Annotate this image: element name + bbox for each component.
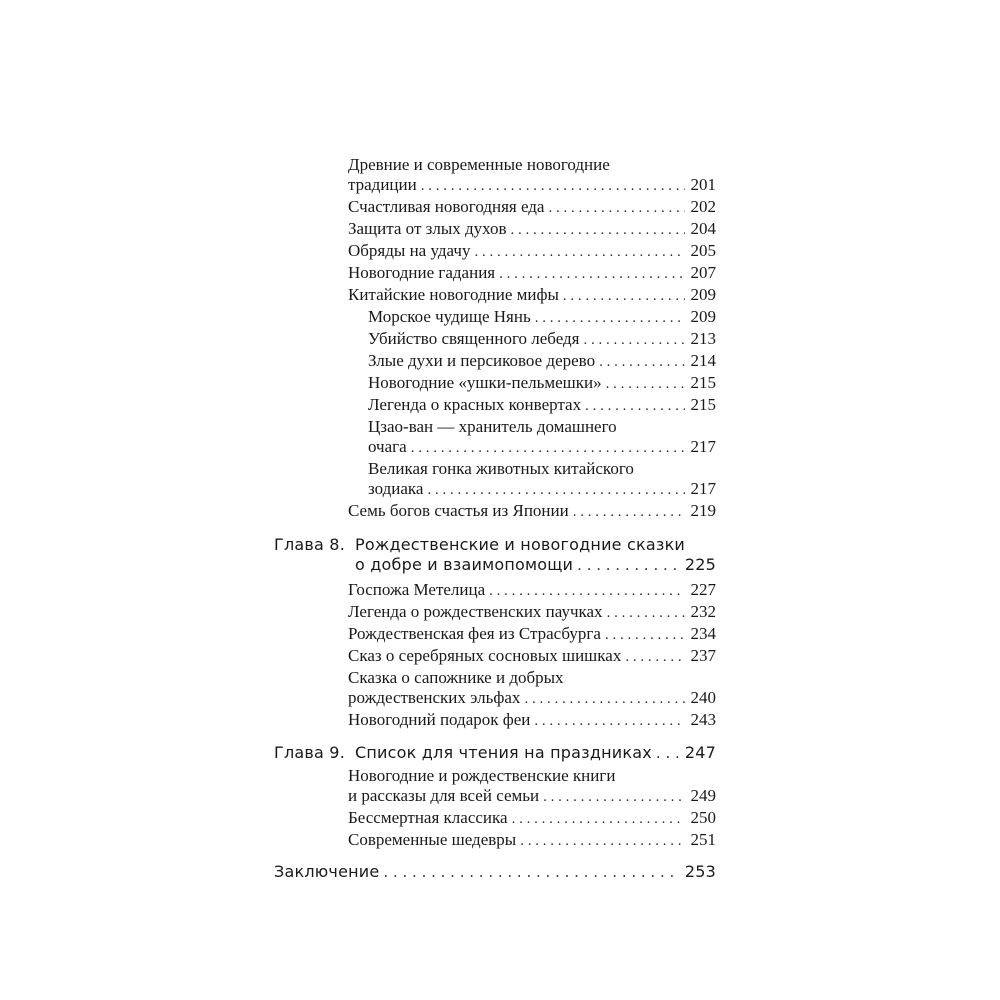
toc-entry-line: Древние и современные новогодние — [348, 155, 610, 174]
toc-entry-title: Китайские новогодние мифы — [348, 285, 559, 304]
leader-dots — [499, 264, 684, 284]
toc-page-number: 202 — [690, 197, 716, 216]
leader-dots — [577, 555, 679, 575]
leader-dots — [535, 308, 685, 328]
toc-entry-title: Семь богов счастья из Японии — [348, 501, 569, 520]
leader-dots — [605, 625, 685, 645]
toc-subentry[interactable] — [368, 351, 716, 372]
toc-entry-title: Бессмертная классика — [348, 808, 508, 827]
toc-page-number: 225 — [684, 555, 716, 574]
toc-page-number: 247 — [684, 743, 716, 762]
toc-entry-title: Обряды на удачу — [348, 241, 471, 260]
toc-entry-title: о добре и взаимопомощи — [355, 555, 574, 574]
leader-dots — [607, 603, 685, 623]
toc-entry[interactable] — [348, 808, 716, 829]
toc-page-number: 232 — [690, 602, 716, 621]
leader-dots — [563, 286, 685, 306]
leader-dots — [383, 862, 678, 882]
toc-page-number: 219 — [690, 501, 716, 520]
leader-dots — [512, 809, 685, 829]
toc-entry[interactable] — [348, 580, 716, 601]
toc-entry-line: Новогодние и рождественские книги — [348, 766, 616, 785]
toc-entry-title: Защита от злых духов — [348, 219, 507, 238]
toc-entry[interactable] — [348, 285, 716, 306]
toc-page-number: 227 — [690, 580, 716, 599]
toc-entry-title: рождественских эльфах — [348, 688, 521, 707]
toc-page-number: 237 — [690, 646, 716, 665]
toc-entry-title: Заключение — [274, 862, 380, 881]
toc-page-number: 253 — [684, 862, 716, 881]
toc-entry-title: Новогодний подарок феи — [348, 710, 531, 729]
leader-dots — [520, 831, 684, 851]
toc-entry-title: Счастливая новогодняя еда — [348, 197, 545, 216]
toc-entry[interactable] — [348, 624, 716, 645]
toc-entry-line: Великая гонка животных китайского — [368, 459, 634, 478]
leader-dots — [427, 480, 684, 500]
toc-entry[interactable] — [348, 241, 716, 262]
toc-entry-title: зодиака — [368, 479, 424, 498]
toc-entry[interactable] — [348, 830, 716, 851]
toc-entry[interactable] — [348, 710, 716, 731]
leader-dots — [599, 352, 684, 372]
toc-chapter[interactable] — [274, 862, 716, 882]
toc-entry[interactable] — [348, 197, 716, 218]
toc-entry-title: Рождественская фея из Страсбурга — [348, 624, 601, 643]
toc-subentry[interactable] — [368, 307, 716, 328]
leader-dots — [656, 743, 679, 763]
toc-entry-title: Современные шедевры — [348, 830, 517, 849]
leader-dots — [585, 396, 684, 416]
toc-subentry[interactable] — [368, 329, 716, 350]
toc-entry-title: Сказ о серебряных сосновых шишках — [348, 646, 622, 665]
toc-entry[interactable] — [348, 175, 716, 196]
toc-entry-title: Новогодние гадания — [348, 263, 496, 282]
toc-entry-title: традиции — [348, 175, 417, 194]
toc-page-number: 205 — [690, 241, 716, 260]
leader-dots — [548, 198, 684, 218]
toc-page-number: 213 — [690, 329, 716, 348]
toc-page-number: 204 — [690, 219, 716, 238]
toc-entry-title: и рассказы для всей семьи — [348, 786, 540, 805]
leader-dots — [543, 787, 684, 807]
toc-entry-title: Легенда о красных конвертах — [368, 395, 582, 414]
leader-dots — [524, 689, 684, 709]
toc-page-number: 215 — [690, 395, 716, 414]
toc-entry-line: Рождественские и новогодние сказки — [355, 535, 686, 554]
toc-page-number: 217 — [690, 437, 716, 456]
leader-dots — [625, 647, 684, 667]
toc-page-number: 243 — [690, 710, 716, 729]
toc-page-number: 217 — [690, 479, 716, 498]
toc-subentry[interactable] — [368, 395, 716, 416]
toc-entry[interactable] — [348, 688, 716, 709]
toc-page-number: 215 — [690, 373, 716, 392]
toc-subentry[interactable] — [368, 437, 716, 458]
toc-entry-title: Госпожа Метелица — [348, 580, 486, 599]
toc-entry[interactable] — [348, 602, 716, 623]
toc-entry-title: Злые духи и персиковое дерево — [368, 351, 596, 370]
toc-entry-title: Легенда о рождественских паучках — [348, 602, 603, 621]
toc-subentry[interactable] — [368, 479, 716, 500]
leader-dots — [534, 711, 684, 731]
leader-dots — [489, 581, 684, 601]
toc-page-number: 234 — [690, 624, 716, 643]
chapter-label: Глава 8. — [274, 535, 345, 554]
toc-entry[interactable] — [348, 219, 716, 240]
toc-page-number: 207 — [690, 263, 716, 282]
leader-dots — [606, 374, 685, 394]
toc-page-number: 209 — [690, 307, 716, 326]
toc-entry-title: Морское чудище Нянь — [368, 307, 531, 326]
toc-entry[interactable] — [348, 263, 716, 284]
toc-entry-line: Цзао-ван — хранитель домашнего — [368, 417, 617, 436]
leader-dots — [411, 438, 685, 458]
toc-entry[interactable] — [348, 501, 716, 522]
toc-page-number: 201 — [690, 175, 716, 194]
toc-page-number: 240 — [690, 688, 716, 707]
leader-dots — [573, 502, 685, 522]
chapter-label: Глава 9. — [274, 743, 345, 762]
toc-subentry[interactable] — [368, 373, 716, 394]
toc-page-number: 250 — [690, 808, 716, 827]
toc-chapter[interactable] — [355, 555, 716, 575]
toc-chapter[interactable] — [355, 743, 716, 763]
leader-dots — [474, 242, 684, 262]
toc-page-number: 214 — [690, 351, 716, 370]
toc-page-number: 249 — [690, 786, 716, 805]
toc-entry-title: Список для чтения на праздниках — [355, 743, 652, 762]
toc-entry[interactable] — [348, 646, 716, 667]
toc-entry-line: Сказка о сапожнике и добрых — [348, 668, 564, 687]
toc-entry[interactable] — [348, 786, 716, 807]
leader-dots — [421, 176, 685, 196]
toc-entry-title: Убийство священного лебедя — [368, 329, 580, 348]
toc-entry-title: очага — [368, 437, 407, 456]
toc-entry-title: Новогодние «ушки-пельмешки» — [368, 373, 602, 392]
leader-dots — [511, 220, 685, 240]
toc-page-number: 251 — [690, 830, 716, 849]
toc-page-number: 209 — [690, 285, 716, 304]
leader-dots — [584, 330, 685, 350]
